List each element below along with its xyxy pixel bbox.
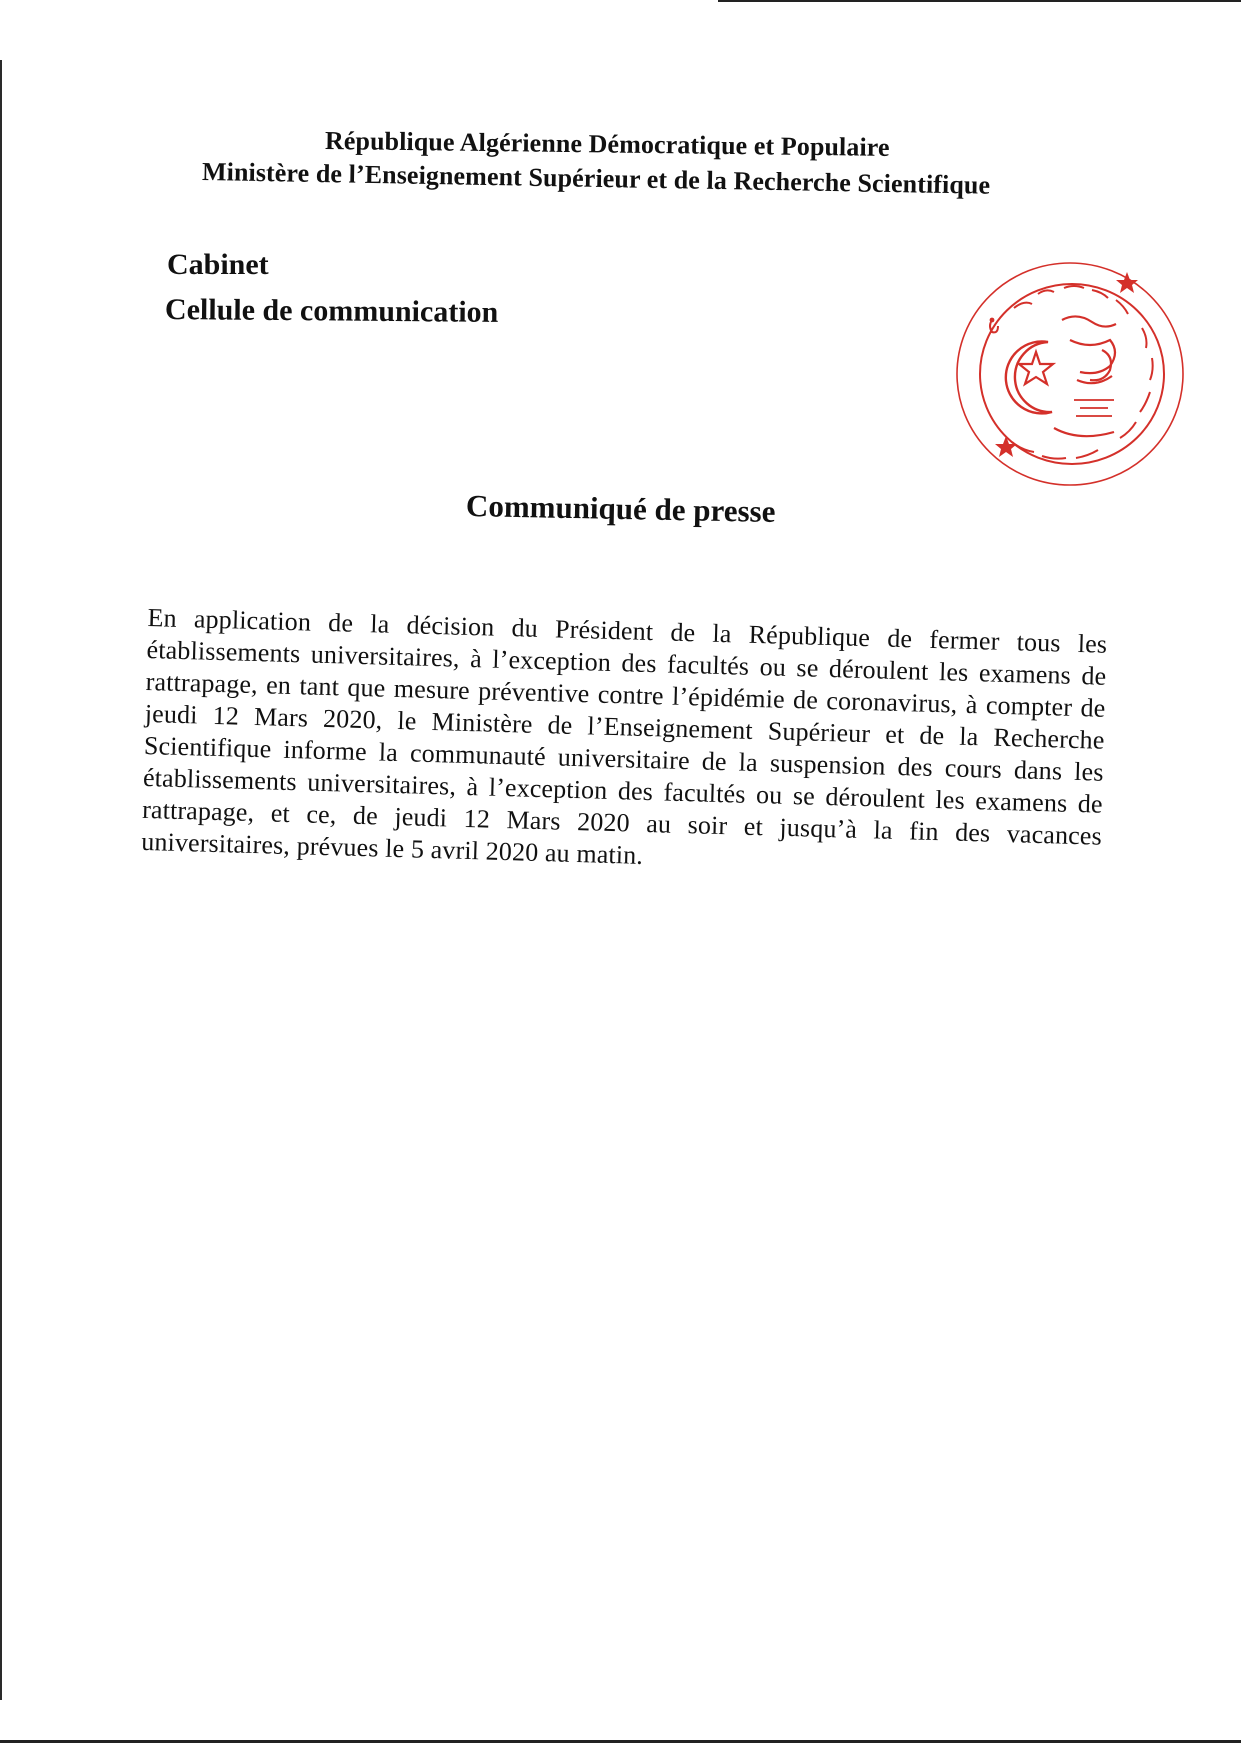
org-cabinet: Cabinet — [167, 248, 269, 281]
document-title: Communiqué de presse — [465, 488, 776, 529]
org-communication-cell: Cellule de communication — [164, 293, 499, 329]
scan-edge-top — [718, 0, 1241, 2]
body-paragraph: En application de la décision du Président de la République de fermer tous les établissements universitaires, à l’exception des facultés ou se déroulent les examens de rattrapage, en tant que mesure préventive contre l’épidémie de coronavirus, à compter de jeudi 12 Mars 2020, le Ministère de l’Enseignement Supérieur et de la Recherche Scientifique informe la communauté universitaire de la suspension des cours dans les établissements universitaires, à l’exception des facultés ou se déroulent les examens de rattrapage, et ce, de jeudi 12 Mars 2020 au soir et jusqu’à la fin des vacances universitaires, prévues le 5 avril 2020 au matin. — [140, 602, 1108, 870]
scan-edge-left — [0, 60, 2, 1700]
official-seal-icon — [952, 250, 1194, 492]
header-country: République Algérienne Démocratique et Populaire — [324, 126, 890, 162]
header-ministry: Ministère de l’Enseignement Supérieur et de la Recherche Scientifique — [201, 157, 991, 200]
